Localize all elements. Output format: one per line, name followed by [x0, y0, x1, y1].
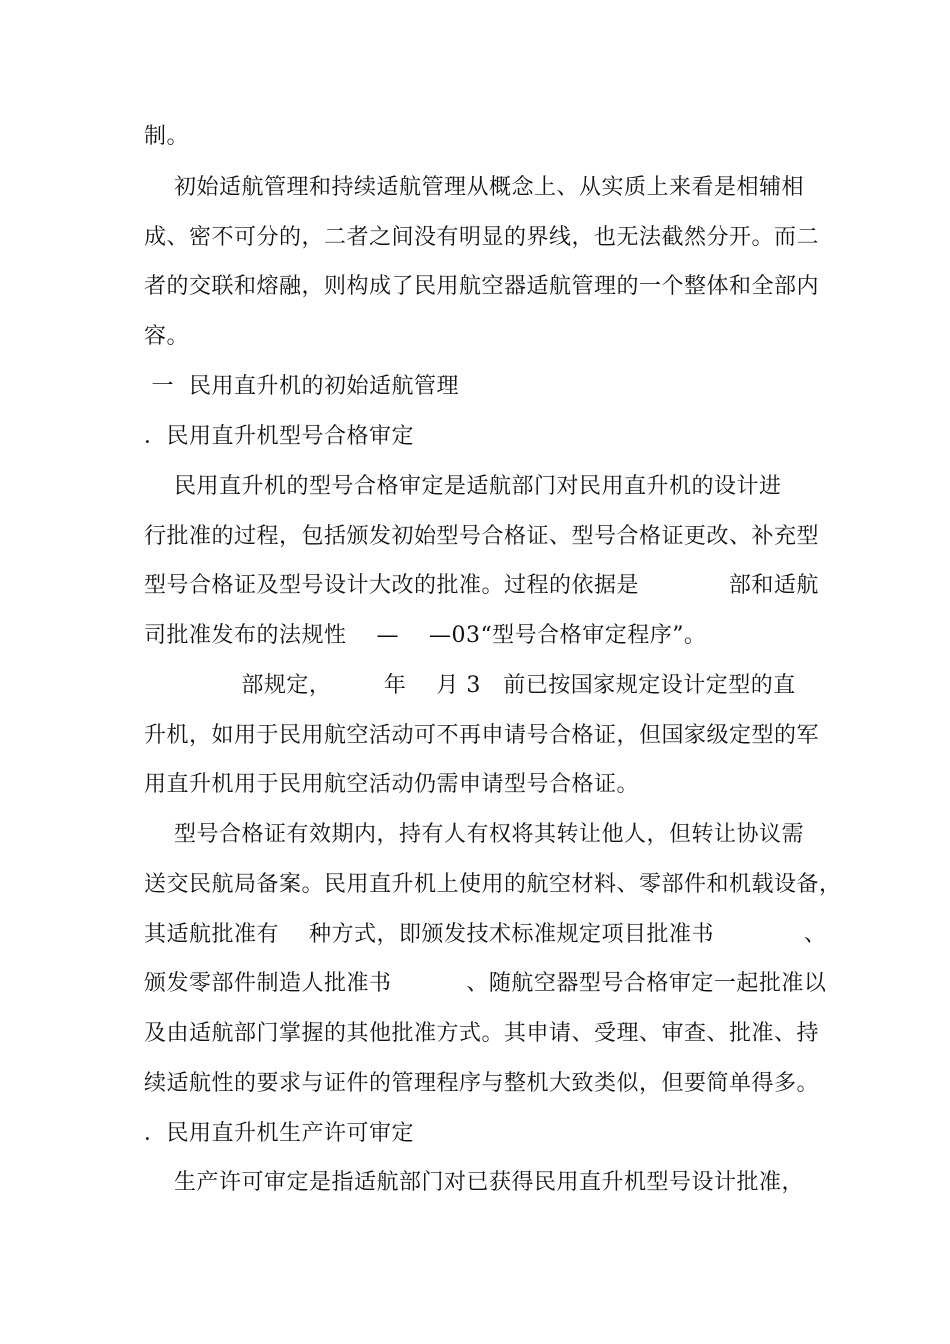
text-line-18: 颁发零部件制造人批准书 、随航空器型号合格审定一起批准以	[144, 971, 827, 996]
text-line-3: 成、密不可分的，二者之间没有明显的界线，也无法截然分开。而二	[144, 225, 820, 250]
text-line-11: 司批准发布的法规性 — —03“型号合格审定程序”。	[144, 623, 707, 648]
subsection-heading-2: ．民用直升机生产许可审定	[144, 1121, 415, 1146]
text-line-15: 型号合格证有效期内，持有人有权将其转让他人，但转让协议需	[144, 822, 804, 847]
text-line-17: 其适航批准有 种方式，即颁发技术标准规定项目批准书 、	[144, 922, 827, 947]
text-line-1: 制。	[144, 124, 190, 149]
text-line-9: 行批准的过程，包括颁发初始型号合格证、型号合格证更改、补充型	[144, 524, 820, 549]
text-line-5: 容。	[144, 324, 190, 349]
text-line-4: 者的交联和熔融，则构成了民用航空器适航管理的一个整体和全部内	[144, 274, 820, 299]
text-line-19: 及由适航部门掌握的其他批准方式。其申请、受理、审查、批准、持	[144, 1021, 820, 1046]
text-line-22: 生产许可审定是指适航部门对已获得民用直升机型号设计批准，	[144, 1170, 804, 1195]
text-line-10: 型号合格证及型号设计大改的批准。过程的依据是 部和适航	[144, 573, 819, 598]
text-line-12: 部规定， 年 月 3 前已按国家规定设计定型的直	[144, 673, 796, 698]
text-line-14: 用直升机用于民用航空活动仍需申请型号合格证。	[144, 772, 640, 797]
text-line-16: 送交民航局备案。民用直升机上使用的航空材料、零部件和机载设备，	[144, 872, 842, 897]
section-heading-1: 一 民用直升机的初始适航管理	[144, 374, 459, 399]
text-line-13: 升机，如用于民用航空活动可不再申请号合格证，但国家级定型的军	[144, 723, 820, 748]
text-line-20: 续适航性的要求与证件的管理程序与整机大致类似，但要简单得多。	[144, 1071, 820, 1096]
text-line-8: 民用直升机的型号合格审定是适航部门对民用直升机的设计进	[144, 474, 782, 499]
text-line-2: 初始适航管理和持续适航管理从概念上、从实质上来看是相辅相	[144, 175, 804, 200]
subsection-heading-1: ．民用直升机型号合格审定	[144, 424, 415, 449]
